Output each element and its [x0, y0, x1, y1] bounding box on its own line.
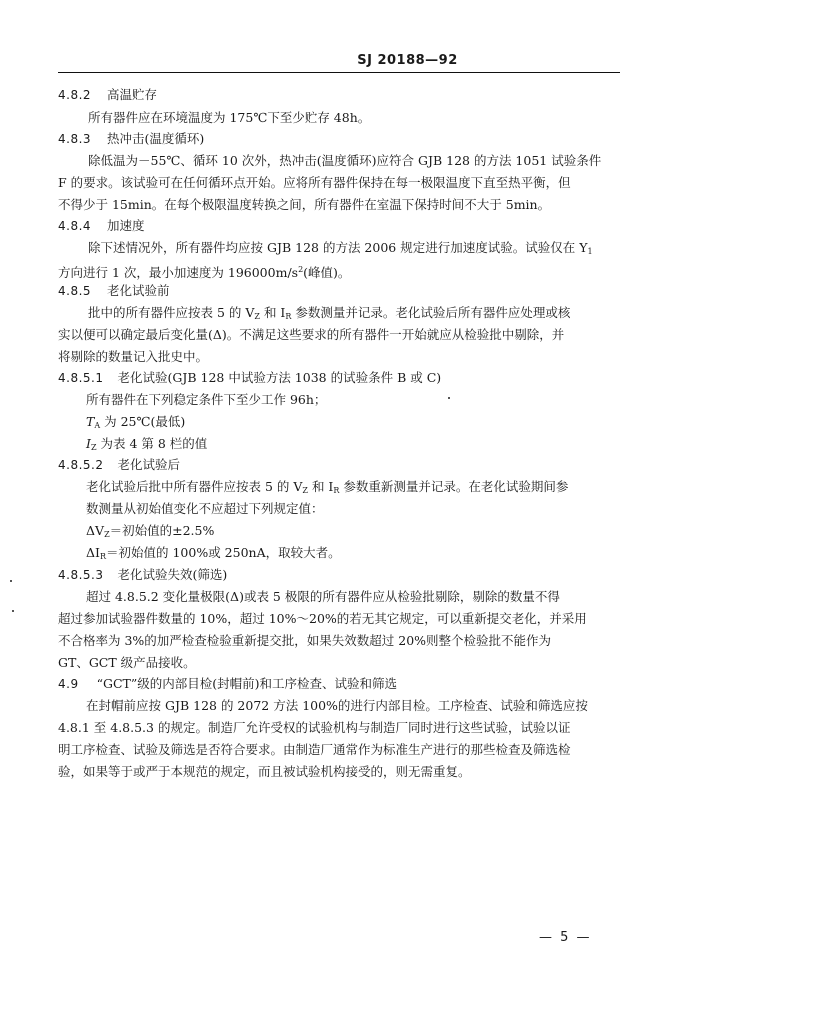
paragraph-line: 所有器件应在环境温度为 175℃下至少贮存 48h。	[88, 110, 371, 125]
section-number: 4.8.2	[58, 88, 92, 102]
subscript: R	[333, 486, 340, 495]
section-number: 4.9	[58, 677, 79, 691]
subscript: Z	[302, 486, 308, 495]
paragraph-line	[86, 413, 185, 435]
section-number: 4.8.4	[58, 219, 92, 233]
section-number: 4.8.5.1	[58, 371, 104, 385]
paragraph-line: 除低温为－55℃、循环 10 次外，热冲击(温度循环)应符合 GJB 128 的方法 1051 试验条件	[88, 153, 602, 168]
section-number: 4.8.3	[58, 132, 92, 146]
paragraph-line: 所有器件在下列稳定条件下至少工作 96h；	[86, 392, 327, 407]
section-title: 老化试验前	[107, 283, 170, 298]
paragraph-line: 超过 4.8.5.2 变化量极限(Δ)或表 5 极限的所有器件应从检验批剔除，剔除的数量不得	[86, 589, 560, 604]
text-run: 方向进行 1 次，最小加速度为 196000m/s	[58, 265, 299, 280]
text-run: 除下述情况外，所有器件均应按 GJB 128 的方法 2006 规定进行加速度试验。试验仅在 Y	[88, 240, 588, 255]
section-title: 老化试验后	[117, 457, 180, 472]
subscript: 1	[587, 247, 593, 256]
text-run: 和 I	[307, 479, 334, 494]
page-number: — 5 —	[539, 930, 592, 945]
paragraph-line	[86, 544, 341, 566]
section-title: 加速度	[107, 218, 145, 233]
section-number: 4.8.5	[58, 284, 92, 298]
text-run: 参数重新测量并记录。在老化试验期间参	[339, 479, 569, 494]
subscript: A	[94, 421, 101, 430]
subscript: Z	[90, 443, 97, 452]
subscript: R	[285, 312, 292, 321]
subscript: Z	[104, 530, 110, 539]
scan-speck	[448, 397, 450, 399]
section-heading-4-8-5-2	[58, 456, 180, 474]
text-run: 老化试验后批中所有器件应按表 5 的 V	[86, 479, 303, 494]
paragraph-line: 不得少于 15min。在每个极限温度转换之间，所有器件在室温下保持时间不大于 5min。	[58, 197, 551, 212]
paragraph-line: F 的要求。该试验可在任何循环点开始。应将所有器件保持在每一极限温度下直至热平衡，但	[58, 175, 571, 190]
paragraph-line: 在封帽前应按 GJB 128 的 2072 方法 100%的进行内部目检。工序检查、试验和筛选应按	[86, 698, 588, 713]
section-number: 4.8.5.2	[58, 458, 104, 472]
section-title: 老化试验(GJB 128 中试验方法 1038 的试验条件 B 或 C)	[117, 370, 442, 385]
scan-speck	[12, 610, 14, 612]
paragraph-line	[58, 261, 350, 282]
paragraph-line: 将剔除的数量记入批史中。	[58, 349, 209, 364]
paragraph-line: 实以便可以确定最后变化量(Δ)。不满足这些要求的所有器件一开始就应从检验批中剔除，并	[58, 327, 565, 342]
paragraph-line: GT、GCT 级产品接收。	[58, 655, 196, 670]
text-run: ΔI	[86, 545, 100, 560]
paragraph-line	[86, 522, 214, 544]
text-run: T	[86, 414, 95, 429]
scan-speck	[10, 580, 12, 582]
text-run: 参数测量并记录。老化试验后所有器件应处理或核	[291, 305, 571, 320]
paragraph-line: 明工序检查、试验及筛选是否符合要求。由制造厂通常作为标准生产进行的那些检查及筛选检	[58, 742, 571, 757]
section-heading-4-9	[58, 675, 397, 693]
paragraph-line	[86, 478, 568, 500]
text-run: 和 I	[259, 305, 286, 320]
paragraph-line: 验，如果等于或严于本规范的规定，而且被试验机构接受的，则无需重复。	[58, 764, 471, 779]
text-run: I	[86, 436, 91, 451]
section-heading-4-8-4	[58, 217, 145, 235]
section-heading-4-8-5-1	[58, 369, 441, 387]
subscript: R	[99, 552, 106, 561]
text-run: 为 25℃(最低)	[100, 414, 186, 429]
subscript: Z	[254, 312, 260, 321]
document-code: SJ 20188—92	[357, 53, 458, 68]
section-number: 4.8.5.3	[58, 568, 104, 582]
paragraph-line: 超过参加试验器件数量的 10%，超过 10%～20%的若无其它规定，可以重新提交老化，并采用	[58, 611, 587, 626]
text-run: ＝初始值的±2.5%	[109, 523, 215, 538]
paragraph-line	[86, 435, 207, 457]
section-heading-4-8-5	[58, 282, 170, 300]
section-heading-4-8-2	[58, 86, 157, 104]
section-heading-4-8-3	[58, 130, 204, 148]
section-title: 高温贮存	[107, 87, 158, 102]
header-rule	[58, 72, 620, 73]
text-run: 为表 4 第 8 栏的值	[96, 436, 208, 451]
text-run: 批中的所有器件应按表 5 的 V	[88, 305, 255, 320]
paragraph-line	[88, 304, 570, 326]
paragraph-line: 4.8.1 至 4.8.5.3 的规定。制造厂允许受权的试验机构与制造厂同时进行这些试验，试验以证	[58, 720, 571, 735]
paragraph-line	[88, 239, 593, 261]
text-run: ΔV	[86, 523, 105, 538]
section-title: 老化试验失效(筛选)	[117, 567, 228, 582]
text-run: (峰值)。	[303, 265, 351, 280]
section-title: 热冲击(温度循环)	[107, 131, 205, 146]
section-heading-4-8-5-3	[58, 566, 227, 584]
section-title: “GCT”级的内部目检(封帽前)和工序检查、试验和筛选	[96, 676, 398, 691]
paragraph-line: 数测量从初始值变化不应超过下列规定值：	[86, 501, 324, 516]
text-run: ＝初始值的 100%或 250nA，取较大者。	[106, 545, 341, 560]
paragraph-line: 不合格率为 3%的加严检查检验重新提交批，如果失效数超过 20%则整个检验批不能作为	[58, 633, 552, 648]
superscript: 2	[298, 265, 304, 274]
